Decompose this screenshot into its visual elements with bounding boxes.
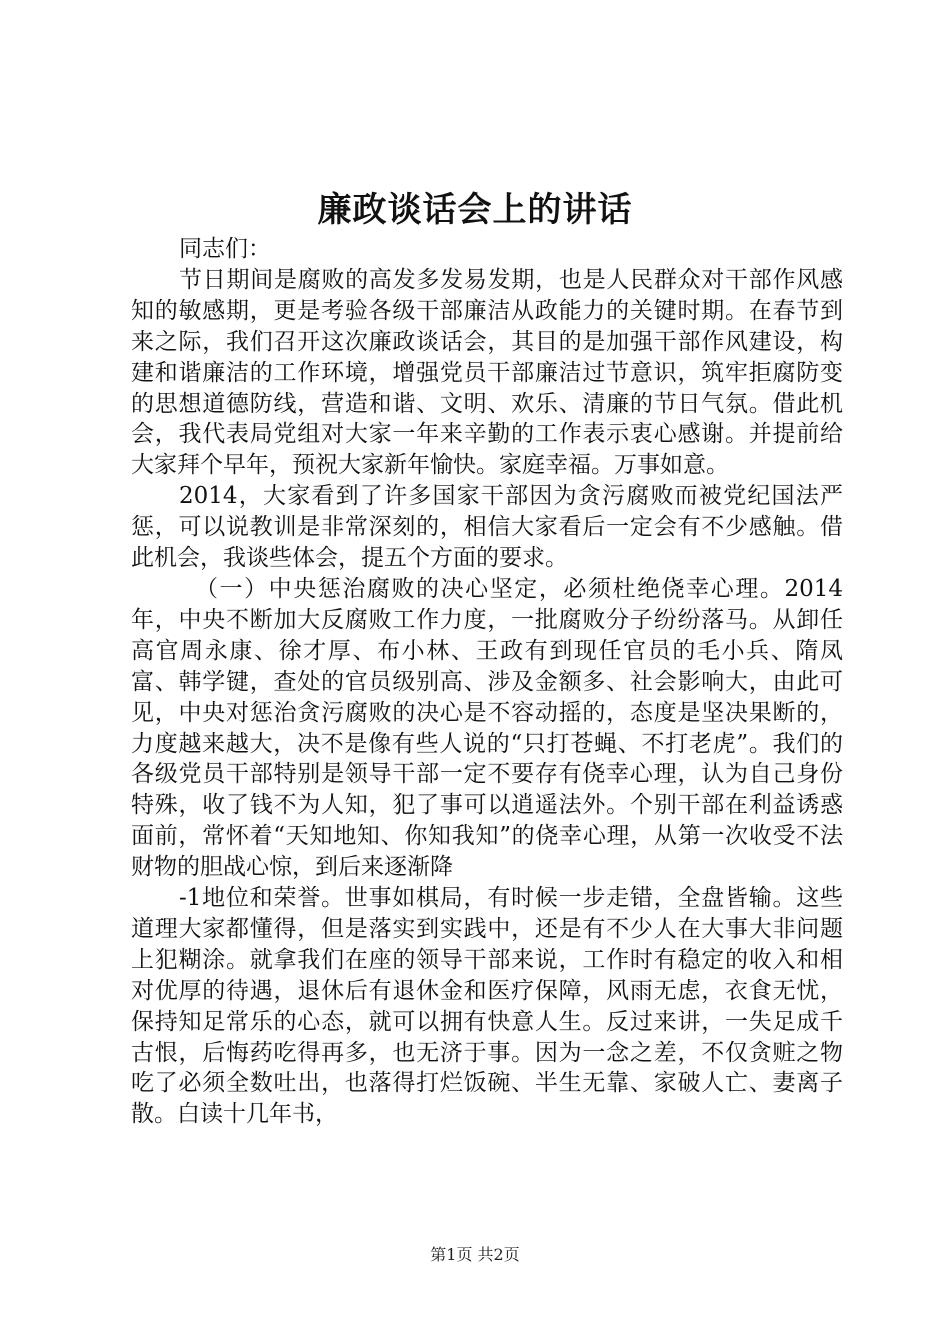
paragraph-2: 2014，大家看到了许多国家干部因为贪污腐败而被党纪国法严惩，可以说教训是非常深刻的，相信大家看后一定会有不少感触。借此机会，我谈些体会，提五个方面的要求。 — [131, 483, 843, 572]
document-title: 廉政谈话会上的讲话 — [317, 190, 633, 230]
paragraph-4: -1地位和荣誉。世事如棋局，有时候一步走错，全盘皆输。这些道理大家都懂得，但是落实到实践中，还是有不少人在大事大非问题上犯糊涂。就拿我们在座的领导干部来说，工作时有稳定的收入和相对优厚的待遇，退休后有退休金和医疗保障，风雨无虑，衣食无忧，保持知足常乐的心态，就可以拥有快意人生。反过来讲，一失足成千古恨，后悔药吃得再多，也无济于事。因为一念之差，不仅贪赃之物吃了必须全数吐出，也落得打烂饭碗、半生无靠、家破人亡、妻离子散。白读十几年书， — [131, 885, 843, 1128]
paragraph-1: 节日期间是腐败的高发多发易发期，也是人民群众对干部作风感知的敏感期，更是考验各级干部廉洁从政能力的关键时期。在春节到来之际，我们召开这次廉政谈话会，其目的是加强干部作风建设，构建和谐廉洁的工作环境，增强党员干部廉洁过节意识，筑牢拒腐防变的思想道德防线，营造和谐、文明、欢乐、清廉的节日气氛。借此机会，我代表局党组对大家一年来辛勤的工作表示衷心感谢。并提前给大家拜个早年，预祝大家新年愉快。家庭幸福。万事如意。 — [131, 266, 843, 479]
paragraph-3: （一）中央惩治腐败的决心坚定，必须杜绝侥幸心理。2014年，中央不断加大反腐败工作力度，一批腐败分子纷纷落马。从卸任高官周永康、徐才厚、布小林、王政有到现任官员的毛小兵、隋凤富、韩学键，查处的官员级别高、涉及金额多、社会影响大，由此可见，中央对惩治贪污腐败的决心是不容动摇的，态度是坚决果断的，力度越来越大，决不是像有些人说的“只打苍蝇、不打老虎”。我们的各级党员干部特别是领导干部一定不要存有侥幸心理，认为自己身份特殊，收了钱不为人知，犯了事可以逍遥法外。个别干部在利益诱惑面前，常怀着“天知地知、你知我知”的侥幸心理，从第一次收受不法财物的胆战心惊，到后来逐渐降 — [131, 575, 843, 881]
salutation: 同志们： — [179, 236, 271, 262]
page-footer: 第1页 共2页 — [430, 1245, 520, 1264]
document-body — [131, 234, 843, 1130]
